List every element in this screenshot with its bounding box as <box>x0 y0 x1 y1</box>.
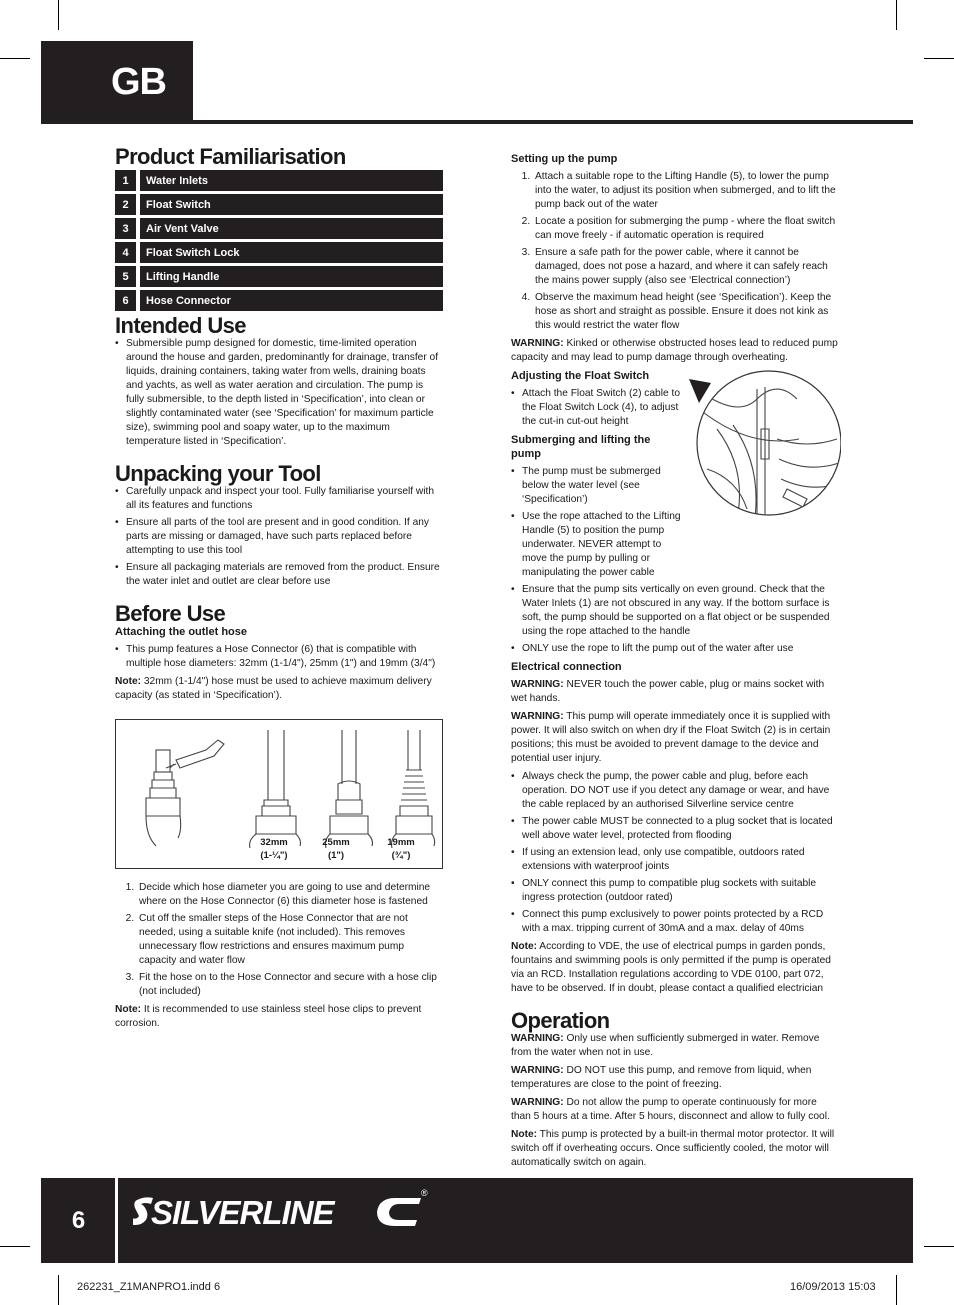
slug-filename: 262231_Z1MANPRO1.indd 6 <box>77 1281 221 1293</box>
step: 2. Cut off the smaller steps of the Hose Connector that are not needed, using a suitable knife (not included). This removes unnecessary flow restrictions and ensures maximum pump capacity and water flow <box>137 912 443 968</box>
step: 1. Attach a suitable rope to the Lifting Handle (5), to lower the pump into the water, to adjust its position when submerged, and to lift the pump back out of the water <box>533 170 839 212</box>
note-label: Note: <box>511 941 538 952</box>
crop-mark <box>58 0 59 30</box>
warning <box>511 678 839 706</box>
submerge-list <box>511 510 839 656</box>
before-use-list <box>115 643 443 671</box>
part-number: 5 <box>115 266 136 287</box>
warning-text: DO NOT use this pump, and remove from liquid, when temperatures are close to the point of freezing. <box>511 1065 812 1090</box>
right-column <box>511 152 839 1170</box>
crop-mark <box>58 1275 59 1305</box>
step: 1. Decide which hose diameter you are going to use and determine where on the Hose Connector (6) this diameter hose is fastened <box>137 881 443 909</box>
subheading-outlet-hose: Attaching the outlet hose <box>115 626 247 638</box>
list-item: • Ensure all packaging materials are removed from the product. Ensure the water inlet and outlet are clear before use <box>115 561 443 589</box>
note-text: 32mm (1-1/4") hose must be used to achieve maximum delivery capacity (as stated in ‘Specification’). <box>115 676 432 701</box>
crop-mark <box>896 1275 897 1305</box>
part-row <box>115 242 443 263</box>
warning-label: WARNING: <box>511 679 564 690</box>
warning-label: WARNING: <box>511 1065 564 1076</box>
list-item: • The power cable MUST be connected to a plug socket that is located well above water level, protected from flooding <box>511 815 839 843</box>
part-row <box>115 194 443 215</box>
warning <box>511 337 839 365</box>
step: 3. Fit the hose on to the Hose Connector and secure with a hose clip (not included) <box>137 971 443 999</box>
note-text: This pump is protected by a built-in thermal motor protector. It will switch off if overheating occurs. Once sufficiently cooled, the motor will automatically switch on again. <box>511 1129 835 1168</box>
footer-divider <box>115 1178 118 1263</box>
list-item: • ONLY connect this pump to compatible plug sockets with suitable ingress protection (outdoor rated) <box>511 877 839 905</box>
size-inch: (1-¼") <box>260 850 288 861</box>
part-label: Water Inlets <box>140 170 443 191</box>
warning-text: NEVER touch the power cable, plug or mains socket with wet hands. <box>511 679 825 704</box>
unpacking-list <box>115 485 443 589</box>
parts-list <box>115 170 443 311</box>
hose-connector-figure <box>115 719 443 869</box>
section-title-operation: Operation <box>511 1008 610 1033</box>
warning-text: This pump will operate immediately once it is supplied with power. It will also switch on when dry if the Float Switch (2) is in certain positions; this must be avoided to prevent damage to the device and potential user injury. <box>511 711 831 764</box>
crop-mark <box>896 0 897 30</box>
subheading-electrical: Electrical connection <box>511 661 622 673</box>
warning-label: WARNING: <box>511 1097 564 1108</box>
list-item: • Submersible pump designed for domestic, time-limited operation around the house and garden, predominantly for drainage, transfer of liquids, draining containers, taking water from wells, draining boats and yachts, as well as water aeration and circulation. The pump is fully submersible, to the depth listed in ‘Specification’, into clean or slightly contaminated water (see ‘Specification’ for maximum particle size), swimming pool and soapy water, up to the maximum temperature listed in ‘Specification’. <box>115 337 443 449</box>
hose-size-label <box>254 836 294 862</box>
language-tab: GB <box>41 41 193 123</box>
crop-mark <box>924 1246 954 1247</box>
subheading-submerging: Submerging and lifting the pump <box>511 434 651 460</box>
part-row <box>115 218 443 239</box>
crop-mark <box>0 58 30 59</box>
list-item: • Carefully unpack and inspect your tool. Fully familiarise yourself with all its features and functions <box>115 485 443 513</box>
warning-text: Only use when sufficiently submerged in water. Remove from the water when not in use. <box>511 1033 820 1058</box>
list-item: • ONLY use the rope to lift the pump out of the water after use <box>511 642 839 656</box>
note <box>511 1128 839 1170</box>
registered-mark: ® <box>421 1188 428 1198</box>
section-title-unpacking: Unpacking your Tool <box>115 461 321 486</box>
page-number: 6 <box>71 1206 86 1234</box>
warning <box>511 1032 839 1060</box>
part-number: 2 <box>115 194 136 215</box>
setup-steps <box>511 170 839 333</box>
part-number: 1 <box>115 170 136 191</box>
warning-label: WARNING: <box>511 1033 564 1044</box>
note-text: It is recommended to use stainless steel hose clips to prevent corrosion. <box>115 1004 422 1029</box>
electrical-list <box>511 770 839 936</box>
step: 4. Observe the maximum head height (see ‘Specification’). Keep the hose as short and straight as possible. Ensure it does not kink as this would restrict the water flow <box>533 291 839 333</box>
list-item: • This pump features a Hose Connector (6) that is compatible with multiple hose diameters: 32mm (1-1/4"), 25mm (1") and 19mm (3/4") <box>115 643 443 671</box>
note-label: Note: <box>511 1129 538 1140</box>
part-label: Hose Connector <box>140 290 443 311</box>
section-title-before-use: Before Use <box>115 601 226 626</box>
section-title-intended-use: Intended Use <box>115 313 246 338</box>
size-mm: 32mm <box>260 837 288 848</box>
size-mm: 25mm <box>322 837 350 848</box>
warning-label: WARNING: <box>511 338 564 349</box>
warning <box>511 710 839 766</box>
warning-text: Do not allow the pump to operate continuously for more than 5 hours at a time. After 5 hours, disconnect and allow to fully cool. <box>511 1097 830 1122</box>
list-item: • Ensure all parts of the tool are present and in good condition. If any parts are missing or damaged, have such parts replaced before attempting to use this tool <box>115 516 443 558</box>
logo-graphic <box>133 1186 433 1236</box>
note-text: According to VDE, the use of electrical pumps in garden ponds, fountains and swimming pools is only permitted if the pump is operated via an RCD. Installation regulations according to VDE 0100, part 072, have to be observed. If in doubt, please contact a qualified electrician <box>511 941 831 994</box>
step: 2. Locate a position for submerging the pump - where the float switch can move freely - if automatic operation is required <box>533 215 839 243</box>
crop-mark <box>924 58 954 59</box>
float-submerge-block <box>511 369 839 656</box>
part-row <box>115 266 443 287</box>
subheading-setup: Setting up the pump <box>511 153 618 165</box>
note-label: Note: <box>115 676 142 687</box>
list-item: • Attach the Float Switch (2) cable to the Float Switch Lock (4), to adjust the cut-in cut-out height <box>511 387 681 429</box>
slug-timestamp: 16/09/2013 15:03 <box>790 1281 876 1293</box>
size-inch: (¾") <box>391 850 411 861</box>
hose-steps <box>115 881 443 999</box>
list-item: • The pump must be submerged below the water level (see ‘Specification’) <box>511 465 686 507</box>
part-label: Lifting Handle <box>140 266 443 287</box>
section-title-familiarisation: Product Familiarisation <box>115 144 346 169</box>
size-mm: 19mm <box>387 837 415 848</box>
warning-label: WARNING: <box>511 711 564 722</box>
list-item: • Ensure that the pump sits vertically on even ground. Check that the Water Inlets (1) are not obscured in any way. If the bottom surface is soft, the pump should be supported on a flat object or be suspended using the rope attached to the handle <box>511 583 839 639</box>
list-item: • Use the rope attached to the Lifting Handle (5) to position the pump underwater. NEVER attempt to move the pump by pulling or manipulating the power cable <box>511 510 839 580</box>
part-row <box>115 170 443 191</box>
part-label: Float Switch Lock <box>140 242 443 263</box>
part-number: 3 <box>115 218 136 239</box>
note <box>115 1003 443 1031</box>
warning <box>511 1064 839 1092</box>
part-row <box>115 290 443 311</box>
float-text <box>511 369 681 461</box>
subheading-float-switch: Adjusting the Float Switch <box>511 370 650 382</box>
hose-size-label <box>316 836 356 862</box>
header-rule <box>41 120 913 124</box>
logo-wordmark: SILVERLINE <box>151 1194 334 1231</box>
part-number: 4 <box>115 242 136 263</box>
crop-mark <box>0 1246 30 1247</box>
intended-use-list <box>115 337 443 449</box>
hose-size-label <box>381 836 421 862</box>
list-item: • Connect this pump exclusively to power points protected by a RCD with a max. tripping current of 30mA and a max. delay of 40ms <box>511 908 839 936</box>
step: 3. Ensure a safe path for the power cable, where it cannot be damaged, does not pose a hazard, and where it can safely reach the mains power supply (also see ‘Electrical connection’) <box>533 246 839 288</box>
warning <box>511 1096 839 1124</box>
float-list <box>511 387 681 429</box>
list-item: • Always check the pump, the power cable and plug, before each operation. DO NOT use if you detect any damage or wear, and have the cable replaced by an authorised Silverline service centre <box>511 770 839 812</box>
note <box>115 675 443 703</box>
part-label: Air Vent Valve <box>140 218 443 239</box>
submerge-list-short <box>511 465 686 507</box>
left-column <box>115 144 443 1031</box>
warning-text: Kinked or otherwise obstructed hoses lead to reduced pump capacity and may lead to pump damage through overheating. <box>511 338 838 363</box>
part-label: Float Switch <box>140 194 443 215</box>
list-item: • If using an extension lead, only use compatible, outdoors rated extensions with waterproof joints <box>511 846 839 874</box>
float-switch-illustration <box>687 369 841 517</box>
silverline-logo <box>133 1186 433 1236</box>
note <box>511 940 839 996</box>
part-number: 6 <box>115 290 136 311</box>
size-inch: (1") <box>327 850 345 861</box>
note-label: Note: <box>115 1004 142 1015</box>
